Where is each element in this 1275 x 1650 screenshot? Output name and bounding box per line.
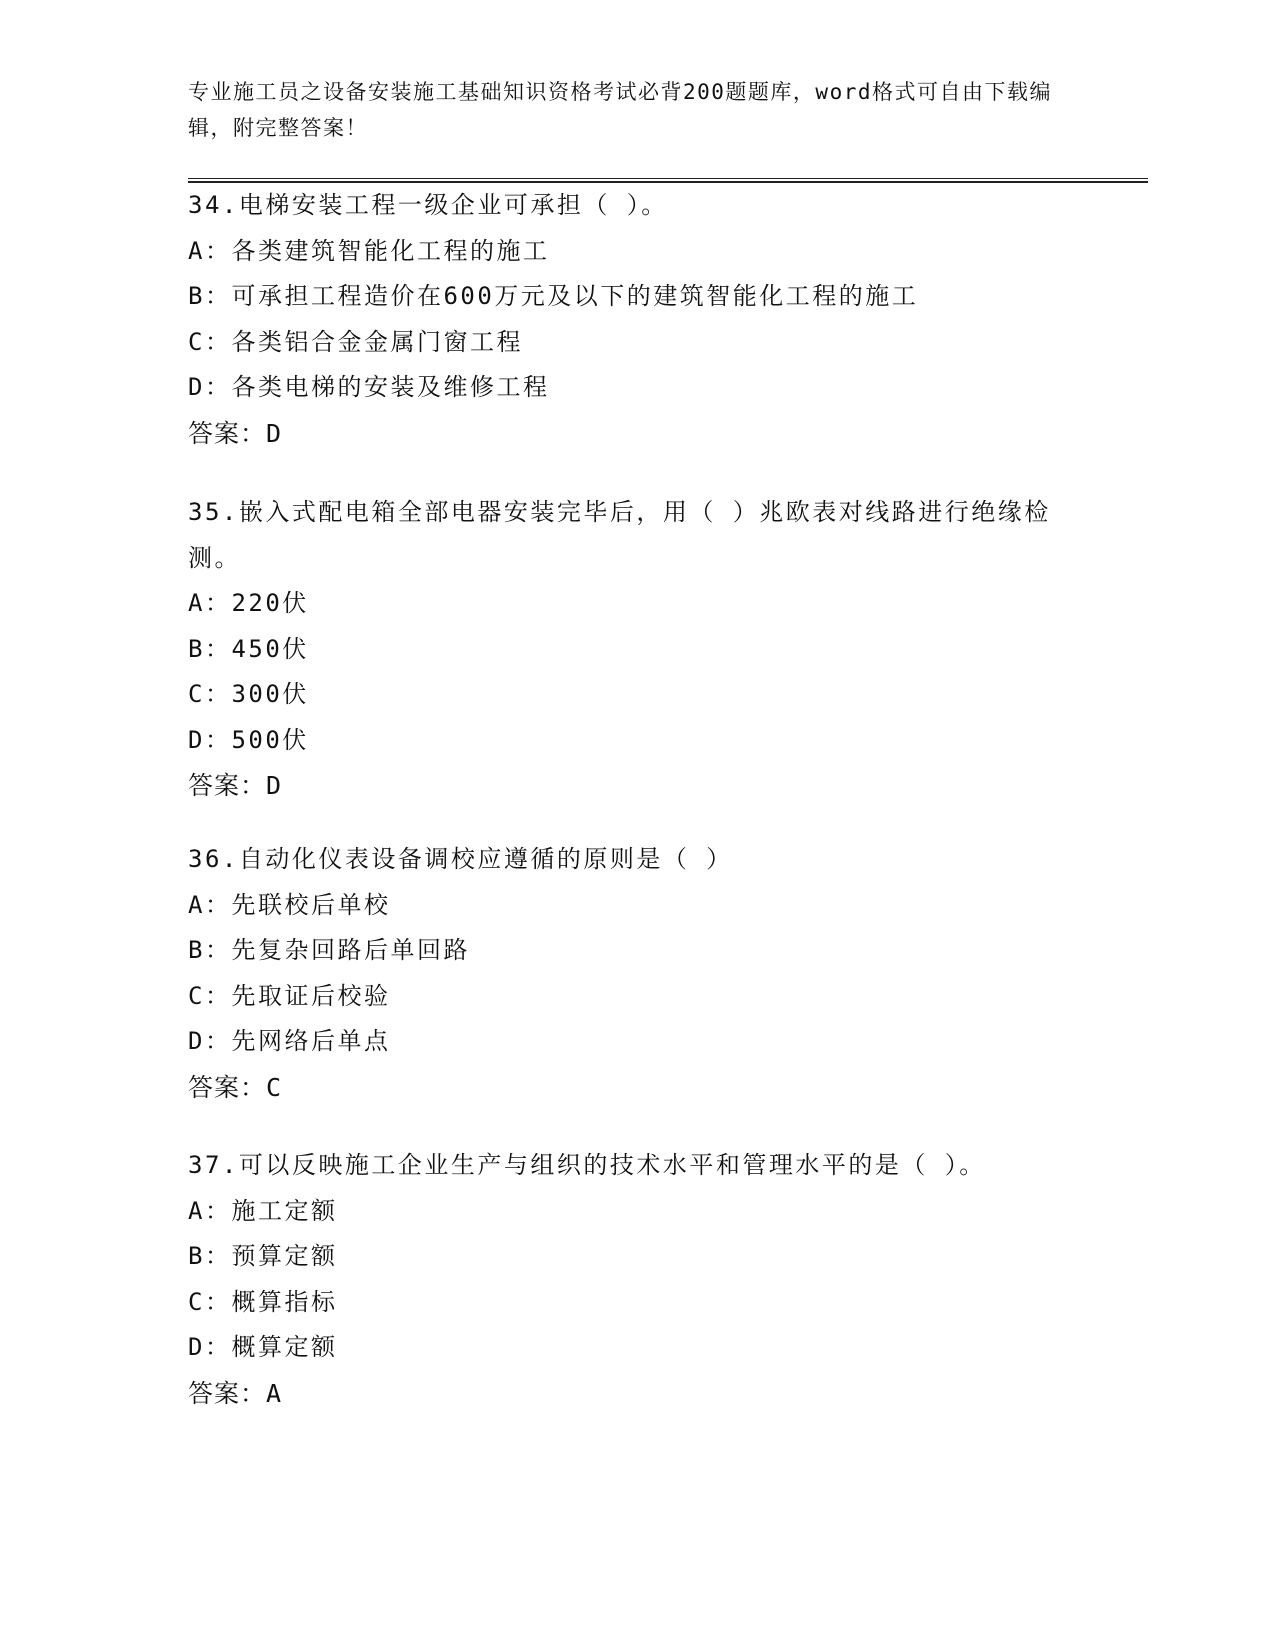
option-c: C：300伏 <box>188 680 309 708</box>
answer-value: A <box>266 1378 283 1408</box>
question-text: 36.自动化仪表设备调校应遵循的原则是（ ） <box>188 845 733 873</box>
question-text: 35.嵌入式配电箱全部电器安装完毕后，用（ ）兆欧表对线路进行绝缘检测。 <box>188 498 1051 572</box>
option-b: B：先复杂回路后单回路 <box>188 936 470 964</box>
answer-value: C <box>266 1072 283 1102</box>
document-header: 专业施工员之设备安装施工基础知识资格考试必背200题题库，word格式可自由下载编辑，附完整答案！ <box>188 80 1052 140</box>
option-d: D：先网络后单点 <box>188 1027 391 1055</box>
answer-label: 答案： <box>188 1072 267 1102</box>
option-b: B：预算定额 <box>188 1242 338 1270</box>
answer-value: D <box>266 418 283 448</box>
question-text: 34.电梯安装工程一级企业可承担（ ）。 <box>188 191 668 219</box>
option-d: D：各类电梯的安装及维修工程 <box>188 373 550 401</box>
question-block <box>188 183 1088 456</box>
answer-label: 答案： <box>188 418 267 448</box>
option-c: C：各类铝合金金属门窗工程 <box>188 327 523 356</box>
question-block <box>188 1143 1088 1416</box>
option-c: C：概算指标 <box>188 1287 338 1316</box>
answer-line <box>188 1065 1088 1111</box>
answer-label: 答案： <box>188 771 267 800</box>
option-b: B：450伏 <box>188 634 309 663</box>
option-a: A：先联校后单校 <box>188 890 391 919</box>
option-a: A：施工定额 <box>188 1196 338 1225</box>
option-a: A：各类建筑智能化工程的施工 <box>188 236 550 265</box>
option-a: A：220伏 <box>188 589 309 617</box>
question-block <box>188 490 1088 809</box>
option-c: C：先取证后校验 <box>188 981 391 1010</box>
answer-line <box>188 1371 1088 1417</box>
answer-value: D <box>266 771 283 800</box>
question-text: 37.可以反映施工企业生产与组织的技术水平和管理水平的是（ ）。 <box>188 1151 986 1179</box>
answer-line <box>188 763 1088 809</box>
option-d: D：概算定额 <box>188 1333 338 1361</box>
question-block <box>188 837 1088 1110</box>
option-d: D：500伏 <box>188 725 309 754</box>
answer-label: 答案： <box>188 1378 267 1408</box>
answer-line <box>188 411 1088 457</box>
option-b: B：可承担工程造价在600万元及以下的建筑智能化工程的施工 <box>188 282 919 310</box>
